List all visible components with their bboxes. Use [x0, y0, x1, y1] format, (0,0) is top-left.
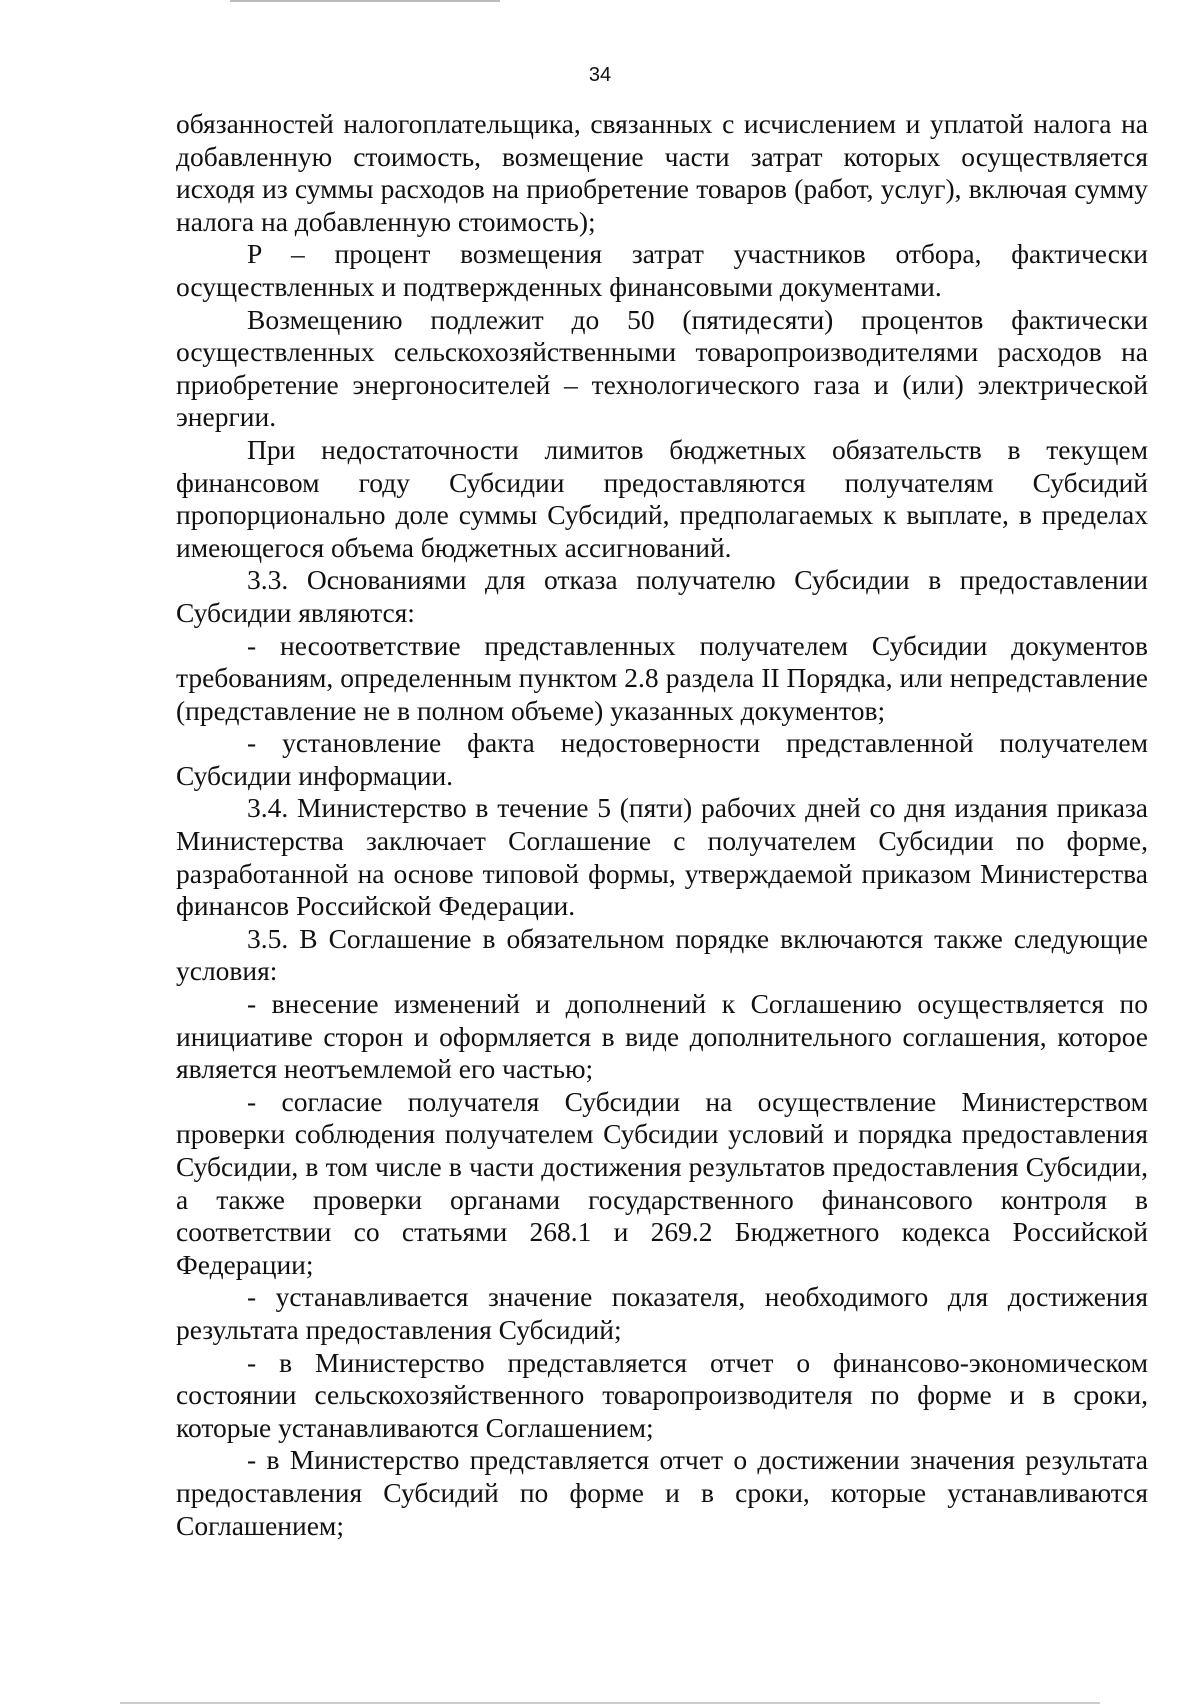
document-body — [176, 108, 1148, 1542]
paragraph-3-5-item-2: - согласие получателя Субсидии на осуществление Министерством проверки соблюдения получателем Субсидии условий и порядка предоставления Субсидии, в том числе в части достижения результатов предоставления Субсидии, а также проверки органами государственного финансового контроля в соответствии со статьями 268.1 и 269.2 Бюджетного кодекса Российской Федерации; — [176, 1085, 1148, 1280]
scan-artifact-bottom — [120, 1702, 1100, 1704]
paragraph-continuation: обязанностей налогоплательщика, связанных с исчислением и уплатой налога на добавленную стоимость, возмещение части затрат которых осуществляется исходя из суммы расходов на приобретение товаров (работ, услуг), включая сумму налога на добавленную стоимость); — [176, 108, 1148, 237]
paragraph-insufficient-limits: При недостаточности лимитов бюджетных обязательств в текущем финансовом году Субсидии предоставляются получателям Субсидий пропорционально доле суммы Субсидий, предполагаемых к выплате, в пределах имеющегося объема бюджетных ассигнований. — [176, 433, 1148, 563]
paragraph-3-3: 3.3. Основаниями для отказа получателю Субсидии в предоставлении Субсидии являются: — [176, 564, 1148, 628]
paragraph-reimbursement: Возмещению подлежит до 50 (пятидесяти) процентов фактически осуществленных сельскохозяйственными товаропроизводителями расходов на приобретение энергоносителей – технологического газа и (или) электрической энергии. — [176, 303, 1148, 433]
page-number: 34 — [588, 64, 612, 86]
paragraph-3-3-item-2: - установление факта недостоверности представленной получателем Субсидии информации. — [176, 727, 1148, 791]
paragraph-3-3-item-1: - несоответствие представленных получателем Субсидии документов требованиям, определенным пунктом 2.8 раздела II Порядка, или непредставление (представление не в полном объеме) указанных документов; — [176, 629, 1148, 726]
paragraph-3-5-item-3: - устанавливается значение показателя, необходимого для достижения результата предоставления Субсидий; — [176, 1281, 1148, 1345]
paragraph-3-5-item-4: - в Министерство представляется отчет о финансово-экономическом состоянии сельскохозяйственного товаропроизводителя по форме и в сроки, которые устанавливаются Соглашением; — [176, 1346, 1148, 1443]
scan-artifact-top — [230, 0, 500, 2]
paragraph-3-4: 3.4. Министерство в течение 5 (пяти) рабочих дней со дня издания приказа Министерства заключает Соглашение с получателем Субсидии по форме, разработанной на основе типовой формы, утверждаемой приказом Министерства финансов Российской Федерации. — [176, 792, 1148, 922]
paragraph-3-5: 3.5. В Соглашение в обязательном порядке включаются также следующие условия: — [176, 922, 1148, 987]
paragraph-p-definition: P – процент возмещения затрат участников отбора, фактически осуществленных и подтвержденных финансовыми документами. — [176, 238, 1148, 302]
paragraph-3-5-item-1: - внесение изменений и дополнений к Соглашению осуществляется по инициативе сторон и оформляется в виде дополнительного соглашения, которое является неотъемлемой его частью; — [176, 988, 1148, 1085]
paragraph-3-5-item-5: - в Министерство представляется отчет о достижении значения результата предоставления Субсидий по форме и в сроки, которые устанавливаются Соглашением; — [176, 1444, 1148, 1541]
